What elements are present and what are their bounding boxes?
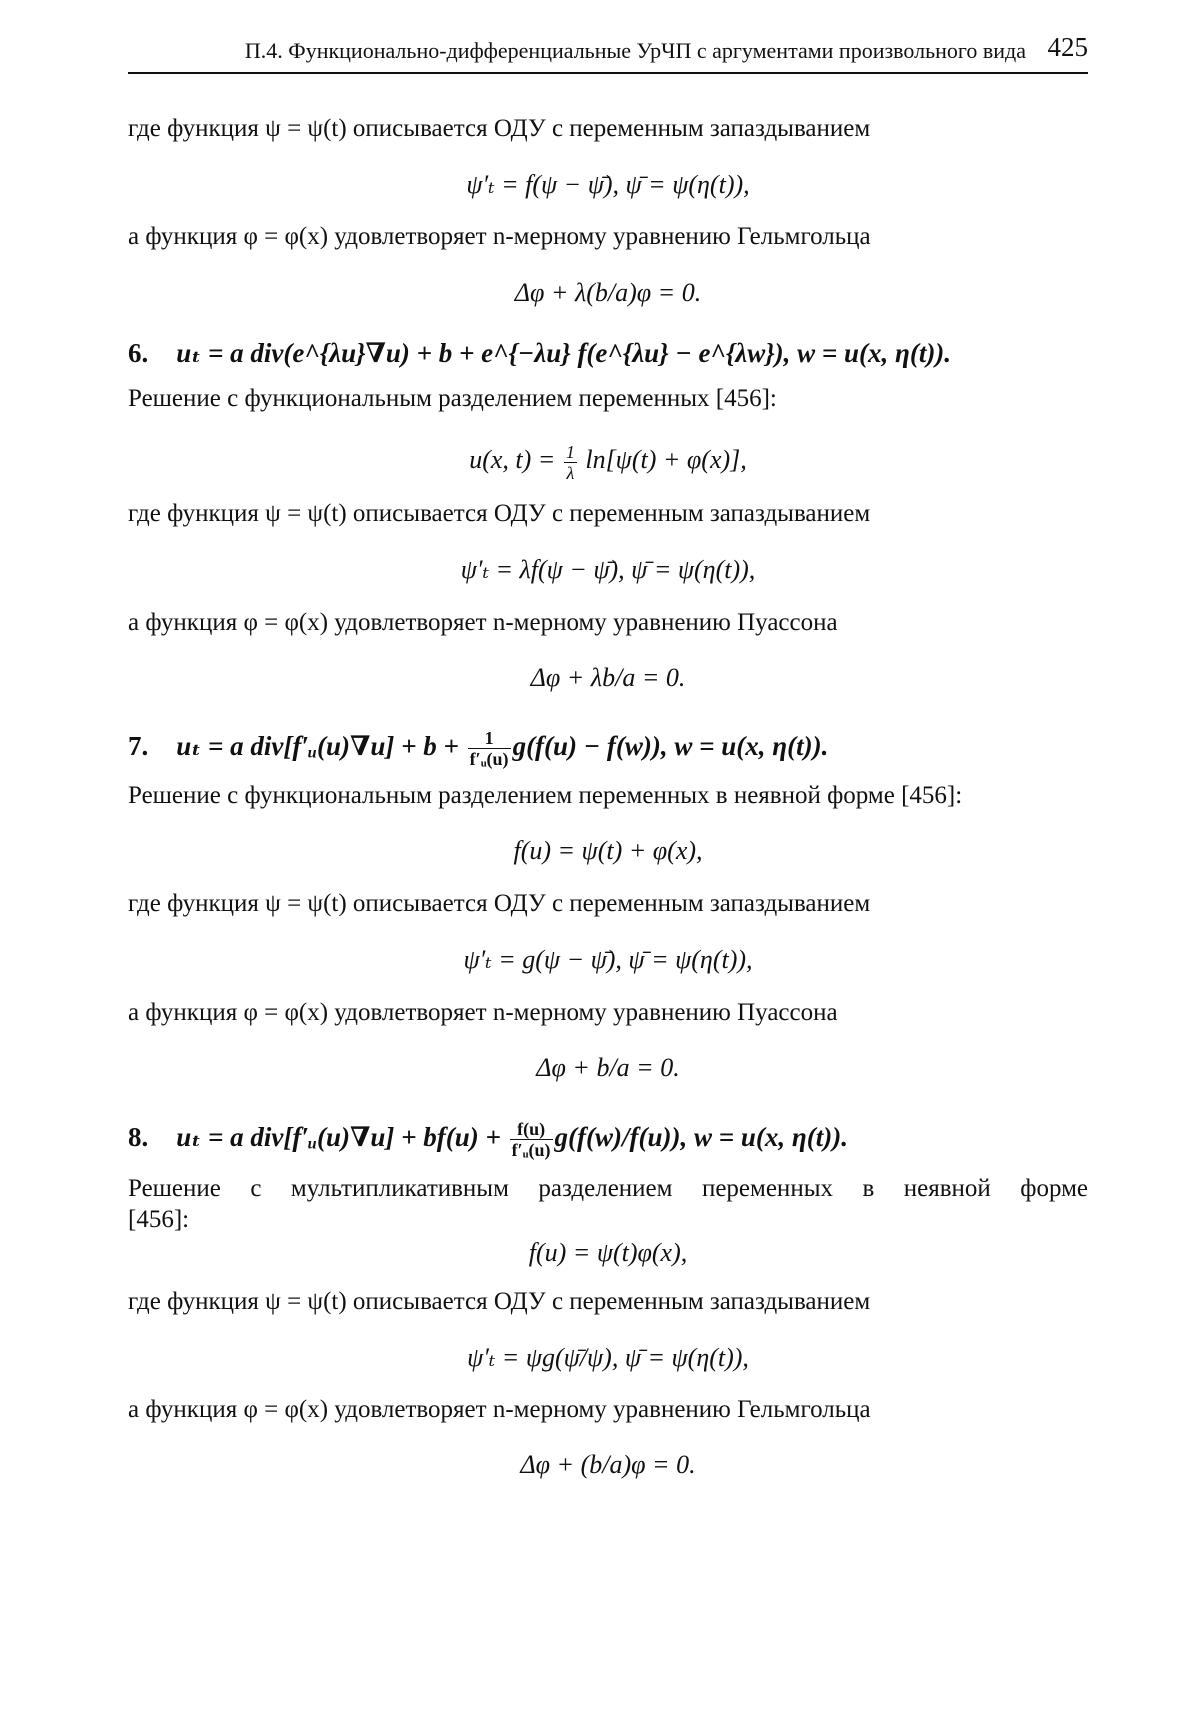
running-header bbox=[128, 30, 1088, 74]
item-equation-left: uₜ = a div[f′ᵤ(u)∇u] + bf(u) + bbox=[176, 1122, 501, 1152]
text-line: Решение с мультипликативным разделением переменных в неявной форме bbox=[128, 1175, 1088, 1202]
formula-part: ln[ψ(t) + φ(x)], bbox=[585, 445, 747, 474]
display-formula: ψ′ₜ = f(ψ − ψ̄), ψ̄ = ψ(η(t)), bbox=[466, 170, 750, 199]
formula-part: u(x, t) = bbox=[469, 445, 556, 474]
display-formula: Δφ + λ(b/a)φ = 0. bbox=[514, 278, 702, 307]
item-equation-left: uₜ = a div[f′ᵤ(u)∇u] + b + bbox=[176, 731, 459, 761]
text-line: [456]: bbox=[128, 1206, 190, 1233]
display-formula: Δφ + b/a = 0. bbox=[536, 1053, 680, 1082]
fraction bbox=[468, 728, 511, 769]
display-formula: f(u) = ψ(t) + φ(x), bbox=[513, 836, 703, 865]
fraction-denominator: λ bbox=[566, 462, 575, 483]
display-formula bbox=[128, 432, 1088, 488]
page-number: 425 bbox=[1047, 32, 1088, 62]
fraction-numerator: 1 bbox=[565, 441, 575, 462]
text-line: где функция ψ = ψ(t) описывается ОДУ с переменным запаздыванием bbox=[128, 115, 871, 142]
equation-item-7 bbox=[128, 717, 1088, 775]
fraction bbox=[510, 1119, 553, 1160]
item-number: 6. bbox=[128, 338, 149, 368]
text-line: где функция ψ = ψ(t) описывается ОДУ с переменным запаздыванием bbox=[128, 1288, 871, 1315]
display-formula: Δφ + λb/a = 0. bbox=[530, 663, 686, 692]
running-header-title: П.4. Функционально-дифференциальные УрЧП с аргументами произвольного вида bbox=[244, 38, 1026, 63]
item-equation-right: g(f(w)/f(u)), w = u(x, η(t)). bbox=[554, 1122, 848, 1152]
text-line: где функция ψ = ψ(t) описывается ОДУ с переменным запаздыванием bbox=[128, 500, 871, 527]
equation-item-6 bbox=[128, 336, 1088, 370]
display-formula: ψ′ₜ = ψg(ψ̄/ψ), ψ̄ = ψ(η(t)), bbox=[467, 1343, 749, 1372]
text-line: Решение с функциональным разделением переменных в неявной форме [456]: bbox=[128, 782, 963, 809]
fraction-denominator: f′ᵤ(u) bbox=[511, 1140, 551, 1161]
display-formula: Δφ + (b/a)φ = 0. bbox=[520, 1450, 696, 1479]
text-line: а функция φ = φ(x) удовлетворяет n-мерному уравнению Пуассона bbox=[128, 999, 838, 1026]
item-equation: uₜ = a div(e^{λu}∇u) + b + e^{−λu} f(e^{λu} − e^{λw}), w = u(x, η(t)). bbox=[176, 338, 952, 368]
text-line: где функция ψ = ψ(t) описывается ОДУ с переменным запаздыванием bbox=[128, 890, 871, 917]
fraction bbox=[564, 442, 577, 483]
item-equation-right: g(f(u) − f(w)), w = u(x, η(t)). bbox=[512, 731, 829, 761]
text-line: а функция φ = φ(x) удовлетворяет n-мерному уравнению Пуассона bbox=[128, 609, 838, 636]
fraction-denominator: f′ᵤ(u) bbox=[469, 749, 509, 770]
text-line: а функция φ = φ(x) удовлетворяет n-мерному уравнению Гельмгольца bbox=[128, 1396, 871, 1423]
text-line: Решение с функциональным разделением переменных [456]: bbox=[128, 385, 777, 412]
display-formula: ψ′ₜ = λf(ψ − ψ̄), ψ̄ = ψ(η(t)), bbox=[460, 555, 756, 584]
display-formula: ψ′ₜ = g(ψ − ψ̄), ψ̄ = ψ(η(t)), bbox=[463, 945, 753, 974]
text-line: а функция φ = φ(x) удовлетворяет n-мерному уравнению Гельмгольца bbox=[128, 223, 871, 250]
equation-item-8 bbox=[128, 1108, 1088, 1166]
fraction-numerator: f(u) bbox=[510, 1119, 553, 1140]
item-number: 7. bbox=[128, 731, 149, 761]
fraction-numerator: 1 bbox=[468, 728, 511, 749]
display-formula: f(u) = ψ(t)φ(x), bbox=[528, 1238, 688, 1267]
item-number: 8. bbox=[128, 1122, 149, 1152]
